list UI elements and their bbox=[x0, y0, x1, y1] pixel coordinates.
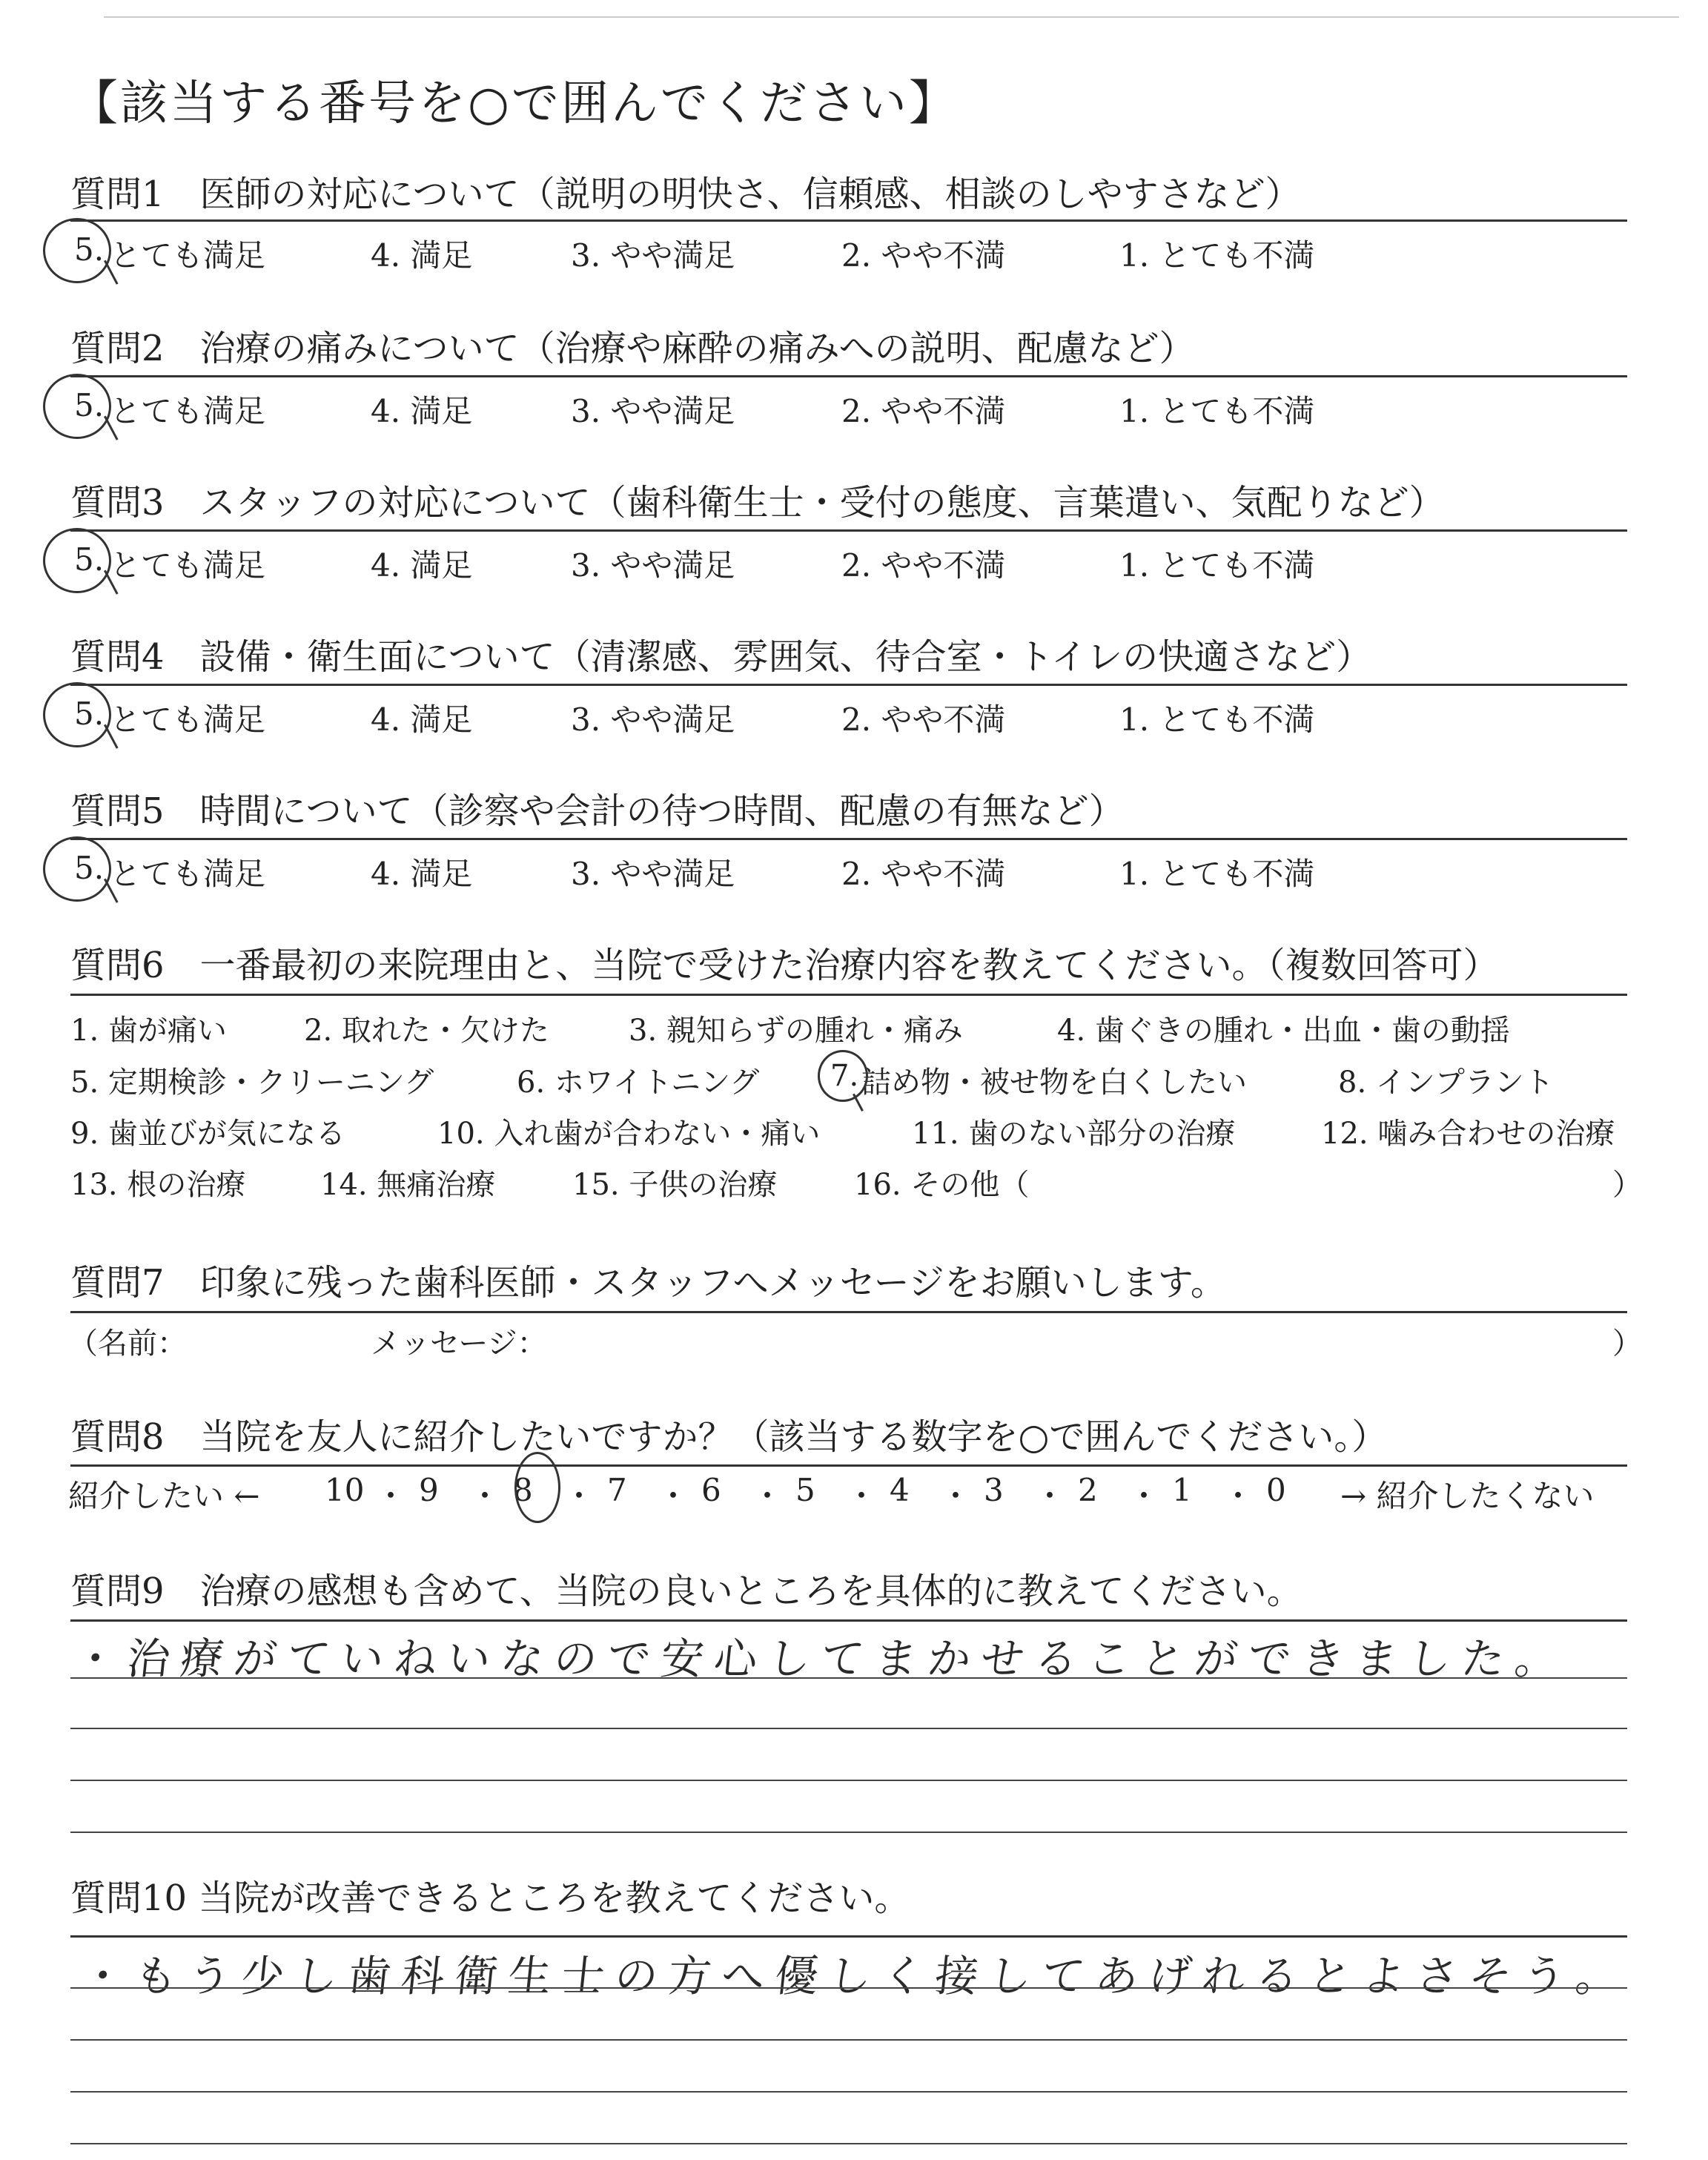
q6-option-13[interactable]: 13. 根の治療 bbox=[70, 1168, 246, 1202]
question-title: 質問3 スタッフの対応について（歯科衛生士・受付の態度、言葉遣い、気配りなど） bbox=[70, 482, 1445, 524]
q6-option-9[interactable]: 9. 歯並びが気になる bbox=[70, 1117, 345, 1151]
question-title: 質問6 一番最初の来院理由と、当院で受けた治療内容を教えてください。（複数回答可） bbox=[70, 945, 1499, 986]
question-2 bbox=[70, 326, 1627, 371]
scale-separator: ・ bbox=[469, 1478, 501, 1514]
option-5-number[interactable]: 5. bbox=[74, 231, 105, 268]
rule-q3 bbox=[70, 529, 1627, 532]
option-3[interactable]: 3. やや満足 bbox=[571, 393, 735, 429]
q6-option-10[interactable]: 10. 入れ歯が合わない・痛い bbox=[437, 1117, 821, 1151]
answer-line bbox=[70, 1780, 1627, 1781]
rule-q4 bbox=[70, 684, 1627, 686]
option-3[interactable]: 3. やや満足 bbox=[571, 237, 735, 274]
option-4[interactable]: 4. 満足 bbox=[371, 393, 473, 429]
option-1[interactable]: 1. とても不満 bbox=[1119, 856, 1315, 892]
scale-value[interactable]: 3 bbox=[984, 1472, 1004, 1508]
rule-q8 bbox=[70, 1464, 1627, 1467]
scale-value[interactable]: 8 bbox=[513, 1472, 533, 1508]
answer-line bbox=[70, 2143, 1627, 2144]
q6-option-7-number[interactable]: 7. bbox=[830, 1059, 859, 1093]
scale-value[interactable]: 2 bbox=[1078, 1472, 1098, 1508]
scale-separator: ・ bbox=[940, 1478, 972, 1514]
scale-separator: ・ bbox=[1222, 1478, 1254, 1514]
rule-q9 bbox=[70, 1619, 1627, 1622]
rule-q2 bbox=[70, 375, 1627, 377]
option-5-number[interactable]: 5. bbox=[74, 850, 105, 886]
q6-option-15[interactable]: 15. 子供の治療 bbox=[572, 1168, 778, 1202]
option-2[interactable]: 2. やや不満 bbox=[841, 856, 1006, 892]
q6-option-16[interactable]: 16. その他（ bbox=[854, 1168, 1030, 1202]
scale-value[interactable]: 7 bbox=[607, 1472, 627, 1508]
question-title: 質問9 治療の感想も含めて、当院の良いところを具体的に教えてください。 bbox=[70, 1571, 1302, 1612]
scan-top-edge bbox=[104, 16, 1679, 18]
option-1[interactable]: 1. とても不満 bbox=[1119, 393, 1315, 429]
q6-option-2[interactable]: 2. 取れた・欠けた bbox=[304, 1014, 549, 1048]
option-3[interactable]: 3. やや満足 bbox=[571, 701, 735, 738]
option-2[interactable]: 2. やや不満 bbox=[841, 393, 1006, 429]
scale-separator: ・ bbox=[1128, 1478, 1160, 1514]
rule-q7 bbox=[70, 1311, 1627, 1313]
option-3[interactable]: 3. やや満足 bbox=[571, 856, 735, 892]
answer-line bbox=[70, 1677, 1627, 1679]
question-3 bbox=[70, 480, 1627, 525]
q6-selection-circle bbox=[818, 1050, 868, 1102]
option-4[interactable]: 4. 満足 bbox=[371, 701, 473, 738]
option-4[interactable]: 4. 満足 bbox=[371, 856, 473, 892]
q6-option-8[interactable]: 8. インプラント bbox=[1338, 1066, 1554, 1100]
selection-circle-q1 bbox=[43, 218, 111, 283]
question-6 bbox=[70, 943, 1627, 988]
option-5-label[interactable]: とても満足 bbox=[110, 237, 266, 274]
option-5-number[interactable]: 5. bbox=[74, 541, 105, 578]
q9-handwritten-answer: ・治療がていねいなので安心してまかせることができました。 bbox=[70, 1634, 1572, 1684]
question-title: 質問5 時間について（診察や会計の待つ時間、配慮の有無など） bbox=[70, 790, 1125, 832]
q6-option-7-label[interactable]: 詰め物・被せ物を白くしたい bbox=[861, 1066, 1247, 1100]
scale-value[interactable]: 9 bbox=[419, 1472, 439, 1508]
scale-value[interactable]: 4 bbox=[890, 1472, 910, 1508]
scale-separator: ・ bbox=[752, 1478, 784, 1514]
option-3[interactable]: 3. やや満足 bbox=[571, 547, 735, 584]
scale-value[interactable]: 1 bbox=[1172, 1472, 1192, 1508]
scale-value[interactable]: 10 bbox=[325, 1472, 365, 1508]
selection-circle-q3 bbox=[43, 528, 111, 593]
scale-separator: ・ bbox=[846, 1478, 878, 1514]
q6-option-16-close: ） bbox=[1612, 1168, 1642, 1202]
option-2[interactable]: 2. やや不満 bbox=[841, 237, 1006, 274]
q10-handwritten-answer: ・もう少し歯科衛生士の方へ優しく接してあげれるとよさそう。 bbox=[78, 1951, 1632, 2001]
option-4[interactable]: 4. 満足 bbox=[371, 547, 473, 584]
question-9 bbox=[70, 1569, 1627, 1614]
q6-option-6[interactable]: 6. ホワイトニング bbox=[517, 1066, 760, 1100]
option-5-label[interactable]: とても満足 bbox=[110, 856, 266, 892]
rule-q1 bbox=[70, 219, 1627, 222]
question-4 bbox=[70, 635, 1627, 679]
rule-q10 bbox=[70, 1935, 1627, 1938]
question-title: 質問10 当院が改善できるところを教えてください。 bbox=[70, 1877, 910, 1919]
question-title: 質問1 医師の対応について（説明の明快さ、信頼感、相談のしやすさなど） bbox=[70, 174, 1301, 215]
option-5-number[interactable]: 5. bbox=[74, 696, 105, 732]
question-title: 質問8 当院を友人に紹介したいですか？（該当する数字を○で囲んでください。） bbox=[70, 1416, 1388, 1458]
question-5 bbox=[70, 789, 1627, 833]
q6-option-12[interactable]: 12. 噛み合わせの治療 bbox=[1321, 1117, 1615, 1151]
scale-value[interactable]: 6 bbox=[701, 1472, 721, 1508]
option-5-number[interactable]: 5. bbox=[74, 387, 105, 423]
q6-option-4[interactable]: 4. 歯ぐきの腫れ・出血・歯の動揺 bbox=[1057, 1014, 1510, 1048]
q8-left-label: 紹介したい ← bbox=[68, 1478, 260, 1514]
scale-value[interactable]: 5 bbox=[795, 1472, 815, 1508]
answer-line bbox=[70, 1832, 1627, 1833]
selection-circle-q4 bbox=[43, 682, 111, 747]
scale-separator: ・ bbox=[563, 1478, 595, 1514]
option-5-label[interactable]: とても満足 bbox=[110, 393, 266, 429]
answer-line bbox=[70, 1728, 1627, 1729]
question-title: 質問2 治療の痛みについて（治療や麻酔の痛みへの説明、配慮など） bbox=[70, 328, 1195, 369]
q7-message-label: メッセージ： bbox=[371, 1327, 547, 1361]
q8-selection-circle bbox=[514, 1452, 560, 1523]
option-5-label[interactable]: とても満足 bbox=[110, 701, 266, 738]
question-8 bbox=[70, 1415, 1627, 1459]
scale-separator: ・ bbox=[375, 1478, 407, 1514]
answer-line bbox=[70, 1987, 1627, 1989]
q6-option-1[interactable]: 1. 歯が痛い bbox=[70, 1014, 227, 1048]
option-2[interactable]: 2. やや不満 bbox=[841, 547, 1006, 584]
question-1 bbox=[70, 172, 1627, 217]
question-7 bbox=[70, 1261, 1627, 1305]
question-10 bbox=[70, 1876, 1627, 1920]
option-1[interactable]: 1. とても不満 bbox=[1119, 547, 1315, 584]
question-title: 質問4 設備・衛生面について（清潔感、雰囲気、待合室・トイレの快適さなど） bbox=[70, 636, 1372, 678]
q6-option-14[interactable]: 14. 無痛治療 bbox=[320, 1168, 496, 1202]
q6-option-5[interactable]: 5. 定期検診・クリーニング bbox=[70, 1066, 434, 1100]
option-5-label[interactable]: とても満足 bbox=[110, 547, 266, 584]
selection-circle-q2 bbox=[43, 374, 111, 439]
answer-line bbox=[70, 2039, 1627, 2041]
option-1[interactable]: 1. とても不満 bbox=[1119, 237, 1315, 274]
scale-separator: ・ bbox=[658, 1478, 689, 1514]
question-title: 質問7 印象に残った歯科医師・スタッフへメッセージをお願いします。 bbox=[70, 1262, 1226, 1304]
option-1[interactable]: 1. とても不満 bbox=[1119, 701, 1315, 738]
q6-option-11[interactable]: 11. 歯のない部分の治療 bbox=[912, 1117, 1236, 1151]
q7-close: ） bbox=[1612, 1327, 1642, 1361]
selection-circle-q5 bbox=[43, 836, 111, 902]
rule-q5 bbox=[70, 838, 1627, 840]
option-2[interactable]: 2. やや不満 bbox=[841, 701, 1006, 738]
q7-name-label: （名前： bbox=[68, 1327, 187, 1361]
scale-separator: ・ bbox=[1034, 1478, 1066, 1514]
option-4[interactable]: 4. 満足 bbox=[371, 237, 473, 274]
page-header: 【該当する番号を○で囲んでください】 bbox=[70, 76, 959, 131]
answer-line bbox=[70, 2091, 1627, 2093]
q6-option-3[interactable]: 3. 親知らずの腫れ・痛み bbox=[629, 1014, 963, 1048]
scale-value[interactable]: 0 bbox=[1266, 1472, 1286, 1508]
rule-q6 bbox=[70, 994, 1627, 996]
q8-right-label: → 紹介したくない bbox=[1340, 1478, 1595, 1514]
